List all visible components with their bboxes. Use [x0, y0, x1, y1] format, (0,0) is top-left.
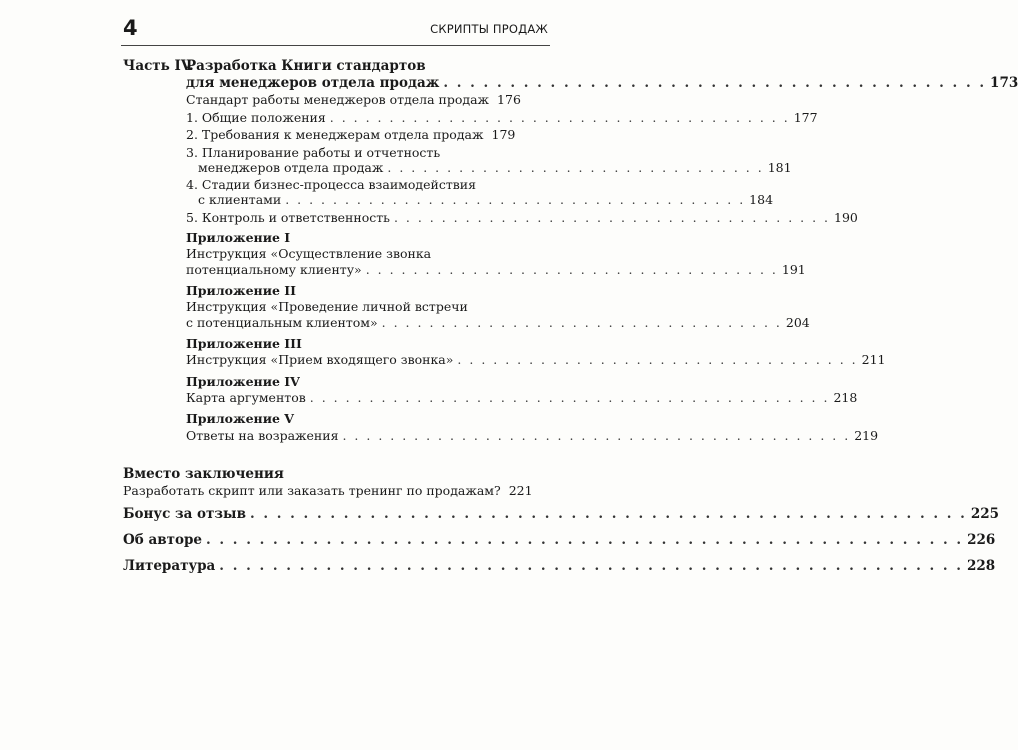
toc-entry-section-2[interactable]: 2. Требования к менеджерам отдела продаж 179 — [186, 127, 516, 142]
page-ref: 204 — [785, 315, 810, 330]
header-divider — [121, 45, 550, 46]
appendix-heading: Приложение III — [186, 336, 302, 351]
toc-entry-section-4-line1: 4. Стадии бизнес-процесса взаимодействия — [186, 177, 476, 192]
page-number: 4 — [123, 16, 138, 40]
toc-entry-section-3[interactable]: менеджеров отдела продаж . . . . . . . . . . . . . . . . . . . . . . . . . . . . . . . . 181 — [198, 160, 792, 175]
page-ref: 225 — [970, 506, 1000, 522]
toc-entry-section-5[interactable]: 5. Контроль и ответственность . . . . . . . . . . . . . . . . . . . . . . . . . . . . . . . . . . . . . 190 — [186, 210, 858, 225]
page-ref: 219 — [854, 428, 879, 443]
appendix-2-line1: Инструкция «Проведение личной встречи — [186, 299, 468, 314]
toc-entry-about-author[interactable]: Об авторе . . . . . . . . . . . . . . . . . . . . . . . . . . . . . . . . . . . . . . . . . . . . . . . . . . . . . . . . . 226 — [123, 532, 996, 548]
toc-entry-standard[interactable]: Стандарт работы менеджеров отдела продаж 176 — [186, 92, 521, 107]
page-ref: 173 — [990, 75, 1018, 91]
conclusion-heading: Вместо заключения — [123, 466, 284, 482]
page-ref: 221 — [508, 483, 533, 498]
toc-entry-conclusion[interactable]: Разработать скрипт или заказать тренинг по продажам? 221 — [123, 483, 533, 498]
toc-entry-appendix-1[interactable]: потенциальному клиенту» . . . . . . . . . . . . . . . . . . . . . . . . . . . . . . . . . . . 191 — [186, 262, 806, 277]
page-ref: 226 — [967, 532, 996, 548]
appendix-heading: Приложение V — [186, 411, 294, 426]
toc-entry-appendix-5[interactable]: Ответы на возражения . . . . . . . . . . . . . . . . . . . . . . . . . . . . . . . . . . . . . . . . . . . 219 — [186, 428, 879, 443]
part-title-line2: для менеджеров отдела продаж — [186, 75, 440, 91]
part-label: Часть IV. — [123, 58, 194, 74]
toc-entry-appendix-2[interactable]: с потенциальным клиентом» . . . . . . . . . . . . . . . . . . . . . . . . . . . . . . . . . . 204 — [186, 315, 810, 330]
page-ref: 190 — [834, 210, 858, 225]
page-ref: 184 — [749, 192, 774, 207]
toc-entry-bonus[interactable]: Бонус за отзыв . . . . . . . . . . . . . . . . . . . . . . . . . . . . . . . . . . . . . . . . . . . . . . . . . . . . . . 225 — [123, 506, 1000, 522]
running-title: СКРИПТЫ ПРОДАЖ — [430, 22, 548, 36]
page-ref: 191 — [781, 262, 806, 277]
toc-entry-section-3-line1: 3. Планирование работы и отчетность — [186, 145, 441, 160]
toc-entry-section-1[interactable]: 1. Общие положения . . . . . . . . . . . . . . . . . . . . . . . . . . . . . . . . . . . . . . . 177 — [186, 110, 818, 125]
page-ref: 179 — [491, 127, 516, 142]
appendix-heading: Приложение I — [186, 230, 291, 245]
toc-entry-appendix-3[interactable]: Инструкция «Прием входящего звонка» . . . . . . . . . . . . . . . . . . . . . . . . . . . . . . . . . . 211 — [186, 352, 886, 367]
toc-entry-part-iv[interactable]: для менеджеров отдела продаж . . . . . . . . . . . . . . . . . . . . . . . . . . . . . . . . . . . . . . . . . 173 — [186, 75, 1018, 91]
page-ref: 176 — [497, 92, 521, 107]
toc-entry-literature[interactable]: Литература . . . . . . . . . . . . . . . . . . . . . . . . . . . . . . . . . . . . . . . . . . . . . . . . . . . . . . . . 228 — [123, 558, 996, 574]
appendix-heading: Приложение IV — [186, 374, 300, 389]
page-ref: 228 — [967, 558, 996, 574]
page-ref: 181 — [767, 160, 792, 175]
toc-entry-section-4[interactable]: с клиентами . . . . . . . . . . . . . . . . . . . . . . . . . . . . . . . . . . . . . . . 184 — [198, 192, 774, 207]
appendix-heading: Приложение II — [186, 283, 296, 298]
appendix-1-line1: Инструкция «Осуществление звонка — [186, 246, 432, 261]
page-ref: 218 — [833, 390, 858, 405]
page-ref: 177 — [793, 110, 818, 125]
part-title-line1: Разработка Книги стандартов — [186, 58, 426, 74]
toc-entry-appendix-4[interactable]: Карта аргументов . . . . . . . . . . . . . . . . . . . . . . . . . . . . . . . . . . . . . . . . . . . . 218 — [186, 390, 858, 405]
page-ref: 211 — [861, 352, 886, 367]
